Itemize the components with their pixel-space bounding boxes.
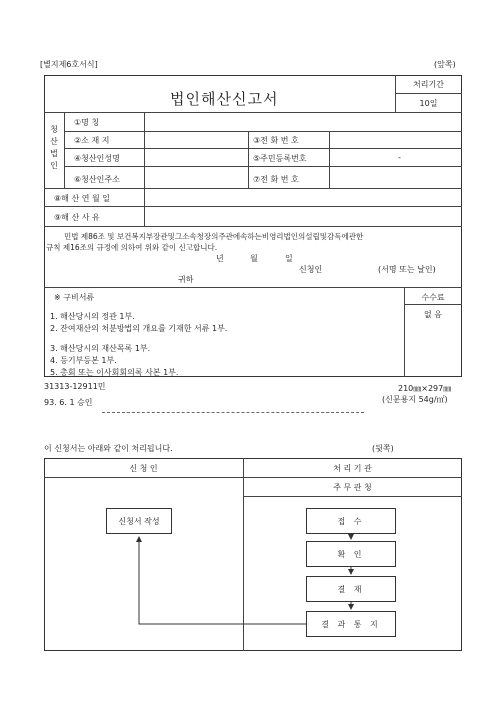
fee-label: 수수료 (421, 293, 445, 302)
flow-step-receive: 접 수 (306, 508, 396, 534)
fee-value: 없 음 (424, 310, 442, 319)
field-phone1-label: ③전 화 번 호 (253, 136, 299, 145)
declaration-line-2: 규칙 제16조의 규정에 의하여 위와 같이 신고합니다. (46, 243, 218, 252)
date-day: 일 (285, 254, 293, 263)
flow-step-applicant: 신청서 작성 (106, 508, 172, 534)
flow-step-notify: 결 과 통 지 (306, 611, 396, 637)
department-header: 주 무 관 청 (333, 483, 372, 492)
addressee: 귀하 (178, 275, 194, 284)
paper-size: 210㎜×297㎜ (398, 384, 452, 393)
form-title: 법인해산신고서 (170, 90, 279, 108)
document-item: 2. 잔여재산의 처분방법의 개요를 기재한 서류 1부. (50, 324, 228, 333)
approval-date: 93. 6. 1 승인 (44, 398, 93, 407)
declaration-line-1: 민법 제86조 및 보건복지부장관및그소속청장의주관에속하는비영리법인의설립및감독에관한 (64, 232, 364, 241)
field-liquidator-address-label: ⑥청산인주소 (74, 175, 120, 184)
page-side-front: (앞쪽) (434, 60, 456, 69)
process-intro: 이 신청서는 아래와 같이 처리됩니다. (44, 444, 173, 453)
field-dissolution-reason-label: ⑨해 산 사 유 (54, 213, 100, 222)
flow-step-approve: 결 재 (306, 576, 396, 602)
processing-period-label: 처리기간 (413, 80, 444, 89)
resident-number-dash: - (398, 153, 401, 162)
document-item: 5. 총회 또는 이사회회의록 사본 1부. (50, 368, 179, 377)
field-name-label: ①명 칭 (74, 118, 100, 127)
processor-column-header: 처 리 기 관 (333, 464, 372, 473)
document-item: 1. 해산당시의 정관 1부. (50, 312, 135, 321)
field-dissolution-date-label: ⑧해 산 연 월 일 (54, 194, 110, 203)
form-number: [별지제6호서식] (40, 60, 98, 69)
flow-step-confirm: 확 인 (306, 541, 396, 567)
document-item: 3. 해산당시의 재산목록 1부. (50, 344, 151, 353)
sign-note: (서명 또는 날인) (378, 265, 436, 274)
date-year: 년 (216, 254, 224, 263)
corporation-vertical-label: 청 산 법 인 (50, 125, 58, 170)
form-code: 31313-12911민 (44, 382, 106, 391)
field-resident-number-label: ⑤주민등록번호 (253, 154, 307, 163)
document-item: 4. 등기부등본 1부. (50, 356, 117, 365)
applicant-label: 신청인 (299, 265, 323, 274)
field-address-label: ②소 재 지 (74, 136, 110, 145)
field-phone2-label: ⑦전 화 번 호 (253, 175, 299, 184)
page-side-back: (뒷쪽) (372, 444, 394, 453)
processing-period-value: 10일 (419, 99, 438, 108)
applicant-column-header: 신 청 인 (129, 464, 158, 473)
paper-type: (신문용지 54g/㎡) (382, 395, 448, 404)
documents-title: ※ 구비서류 (54, 293, 95, 302)
field-liquidator-name-label: ④청산인성명 (74, 154, 120, 163)
date-month: 월 (250, 254, 258, 263)
